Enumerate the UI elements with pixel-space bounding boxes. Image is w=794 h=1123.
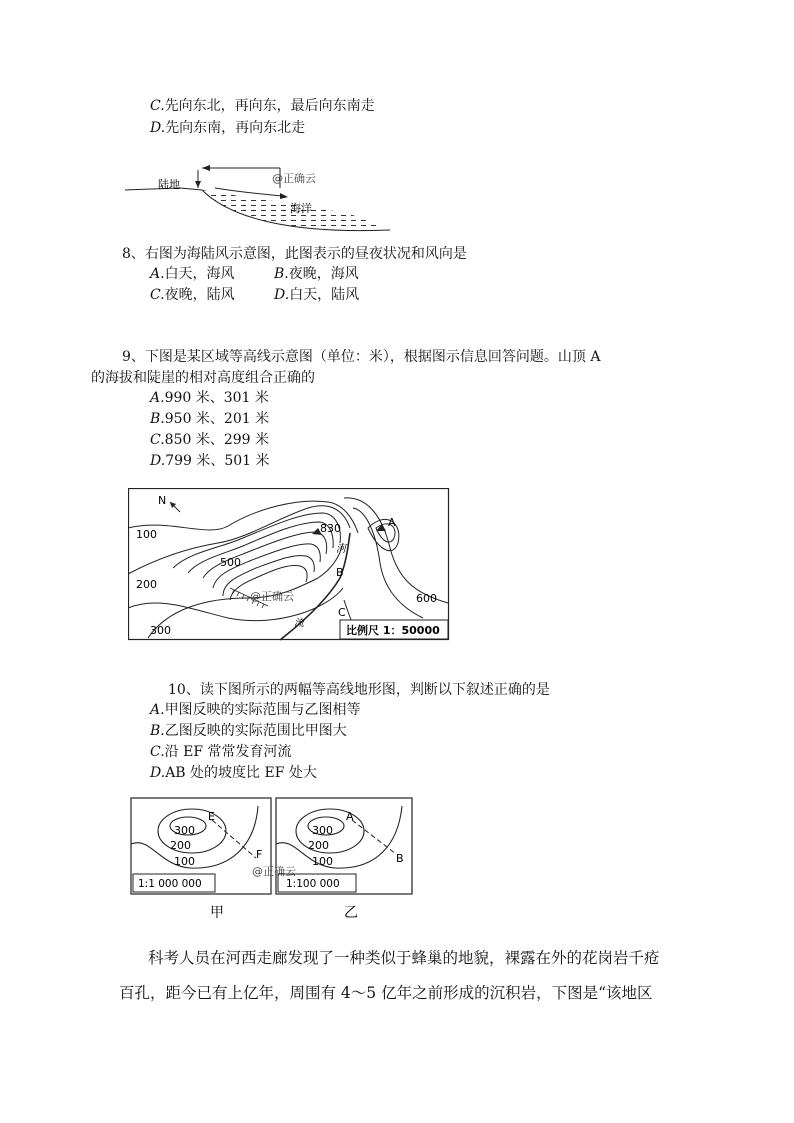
q8-option-a: A.白天，海风 bbox=[150, 266, 235, 282]
contour-label-200: 200 bbox=[136, 578, 157, 591]
river-label-2: 流 bbox=[294, 618, 304, 629]
ocean-label: 海洋 bbox=[290, 202, 312, 215]
right-caption: 乙 bbox=[344, 905, 358, 921]
map-scale: 比例尺 1：50000 bbox=[346, 624, 440, 637]
left-scale: 1:1 000 000 bbox=[138, 878, 202, 890]
q10-option-d: D.AB 处的坡度比 EF 处大 bbox=[150, 765, 317, 781]
right-contour-200: 200 bbox=[308, 839, 329, 852]
two-contour-maps-figure bbox=[130, 796, 420, 922]
passage-line2: 百孔，距今已有上亿年，周围有 4～5 亿年之前形成的沉积岩，下图是“该地区 bbox=[119, 984, 653, 1002]
q8-stem: 8、右图为海陆风示意图，此图表示的昼夜状况和风向是 bbox=[122, 246, 467, 262]
left-contour-300: 300 bbox=[174, 824, 195, 837]
q7-option-d: D.先向东南，再向东北走 bbox=[150, 120, 306, 136]
q10-option-c: C.沿 EF 常常发育河流 bbox=[150, 744, 292, 760]
watermark: @正确云 bbox=[250, 590, 294, 603]
q9-stem-line1: 9、下图是某区域等高线示意图（单位：米），根据图示信息回答问题。山顶 A bbox=[122, 349, 601, 365]
watermark: @正确云 bbox=[252, 865, 296, 878]
watermark: @正确云 bbox=[272, 172, 316, 185]
right-scale: 1:100 000 bbox=[286, 878, 340, 890]
point-label-c: C bbox=[338, 606, 346, 619]
left-contour-200: 200 bbox=[170, 839, 191, 852]
q9-option-b: B.950 米、201 米 bbox=[150, 411, 270, 427]
contour-label-100: 100 bbox=[136, 528, 157, 541]
left-point-e: E bbox=[208, 810, 215, 823]
land-label: 陆地 bbox=[158, 178, 180, 191]
left-point-f: F bbox=[256, 848, 263, 861]
north-label: N bbox=[158, 494, 167, 507]
left-caption: 甲 bbox=[210, 905, 224, 921]
contour-label-500: 500 bbox=[220, 556, 241, 569]
q9-stem-line2: 的海拔和陡崖的相对高度组合正确的 bbox=[91, 370, 315, 386]
point-label-b: B bbox=[336, 566, 344, 579]
q9-option-d: D.799 米、501 米 bbox=[150, 453, 270, 469]
contour-label-600: 600 bbox=[416, 592, 437, 605]
q8-option-b: B.夜晚，海风 bbox=[274, 266, 359, 282]
q8-option-c: C.夜晚，陆风 bbox=[150, 287, 235, 303]
river-label-1: 河 bbox=[336, 544, 346, 555]
q10-option-a: A.甲图反映的实际范围与乙图相等 bbox=[150, 702, 361, 718]
q10-stem: 10、读下图所示的两幅等高线地形图，判断以下叙述正确的是 bbox=[168, 682, 550, 698]
peak-label-830: 830 bbox=[320, 522, 341, 535]
q7-option-c: C.先向东北，再向东，最后向东南走 bbox=[150, 98, 375, 114]
q10-option-b: B.乙图反映的实际范围比甲图大 bbox=[150, 723, 347, 739]
sea-land-breeze-figure bbox=[120, 158, 400, 240]
passage-line1: 科考人员在河西走廊发现了一种类似于蜂巢的地貌，裸露在外的花岗岩千疮 bbox=[148, 949, 660, 967]
right-point-a: A bbox=[346, 810, 354, 823]
right-contour-300: 300 bbox=[312, 824, 333, 837]
right-contour-100: 100 bbox=[312, 855, 333, 868]
contour-map-figure bbox=[128, 488, 450, 641]
q9-option-a: A.990 米、301 米 bbox=[150, 390, 269, 406]
right-point-b: B bbox=[396, 852, 404, 865]
point-label-a: A bbox=[388, 516, 396, 529]
q9-option-c: C.850 米、299 米 bbox=[150, 432, 270, 448]
left-contour-100: 100 bbox=[174, 855, 195, 868]
contour-label-300: 300 bbox=[150, 624, 171, 637]
q8-option-d: D.白天，陆风 bbox=[274, 287, 360, 303]
